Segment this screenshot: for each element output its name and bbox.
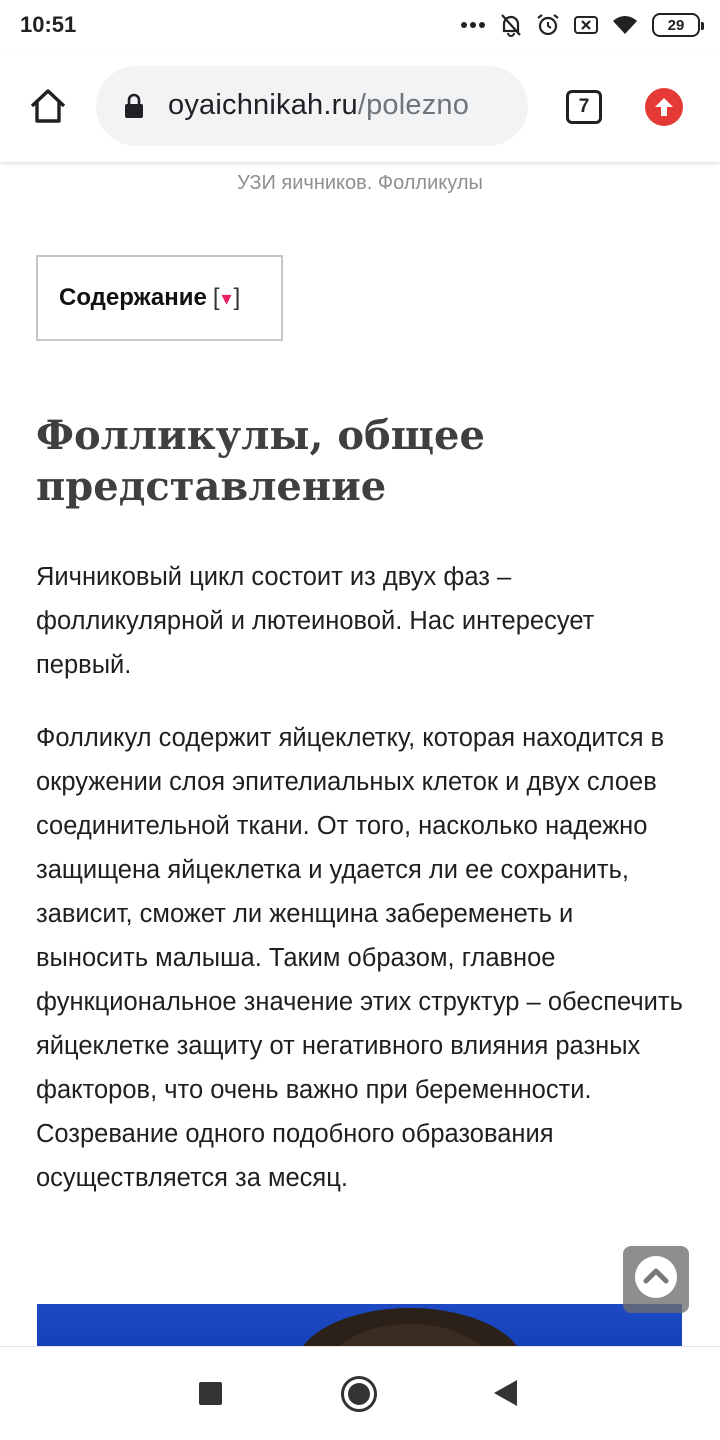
address-bar[interactable]	[96, 66, 528, 146]
navigation-bar	[0, 1346, 720, 1440]
battery-icon	[652, 13, 700, 37]
image-caption: УЗИ яичников. Фолликулы	[237, 172, 483, 194]
toc-bracket-close: ]	[233, 284, 241, 311]
toc-toggle-icon[interactable]: ▾	[221, 287, 232, 310]
alarm-icon	[536, 13, 560, 37]
battery-level: 29	[667, 16, 685, 34]
tab-switcher-button[interactable]	[566, 90, 602, 124]
toc-label: Содержание	[59, 284, 207, 311]
lock-icon	[124, 93, 144, 124]
article-heading: Фолликулы, общее представление	[36, 412, 485, 510]
toc-bracket-open: [	[212, 284, 220, 311]
update-arrow-icon[interactable]	[645, 88, 683, 126]
home-icon[interactable]	[28, 86, 68, 126]
recents-square-icon[interactable]	[199, 1382, 222, 1405]
back-triangle-icon[interactable]	[494, 1380, 517, 1406]
status-bar	[0, 0, 720, 52]
no-sim-icon	[574, 15, 598, 35]
scroll-to-top-button[interactable]	[623, 1246, 689, 1313]
image-hair-shape	[295, 1308, 525, 1350]
browser-toolbar	[0, 52, 720, 162]
home-circle-icon[interactable]	[341, 1376, 377, 1412]
chevron-up-icon	[633, 1254, 679, 1305]
status-time: 10:51	[20, 12, 77, 37]
article-paragraph: Яичниковый цикл состоит из двух фаз – фолликулярной и лютеиновой. Нас интересует первый.	[36, 563, 595, 679]
article-image	[37, 1304, 682, 1350]
url-text[interactable]	[168, 89, 518, 122]
url-path: /polezno	[357, 89, 470, 121]
tab-count: 7	[578, 96, 590, 117]
table-of-contents[interactable]	[36, 255, 283, 341]
status-icons	[460, 10, 700, 40]
article-paragraph: Фолликул содержит яйцеклетку, которая находится в окружении слоя эпителиальных клеток и двух слоев соединительной ткани. От того, насколько надежно защищена яйцеклетка и удается ли ее сохранить, зависит, сможет ли женщина забеременеть и выносить малыша. Таким образом, главное функциональное значение этих структур – обеспечить яйцеклетке защиту от негативного влияния разных факторов, что очень важно при беременности. Созревание одного подобного образования осуществляется за месяц.	[36, 724, 683, 1192]
url-domain: oyaichnikah.ru	[168, 89, 358, 121]
wifi-icon	[612, 15, 638, 35]
more-dots-icon	[460, 21, 486, 29]
muted-bell-icon	[500, 13, 522, 37]
